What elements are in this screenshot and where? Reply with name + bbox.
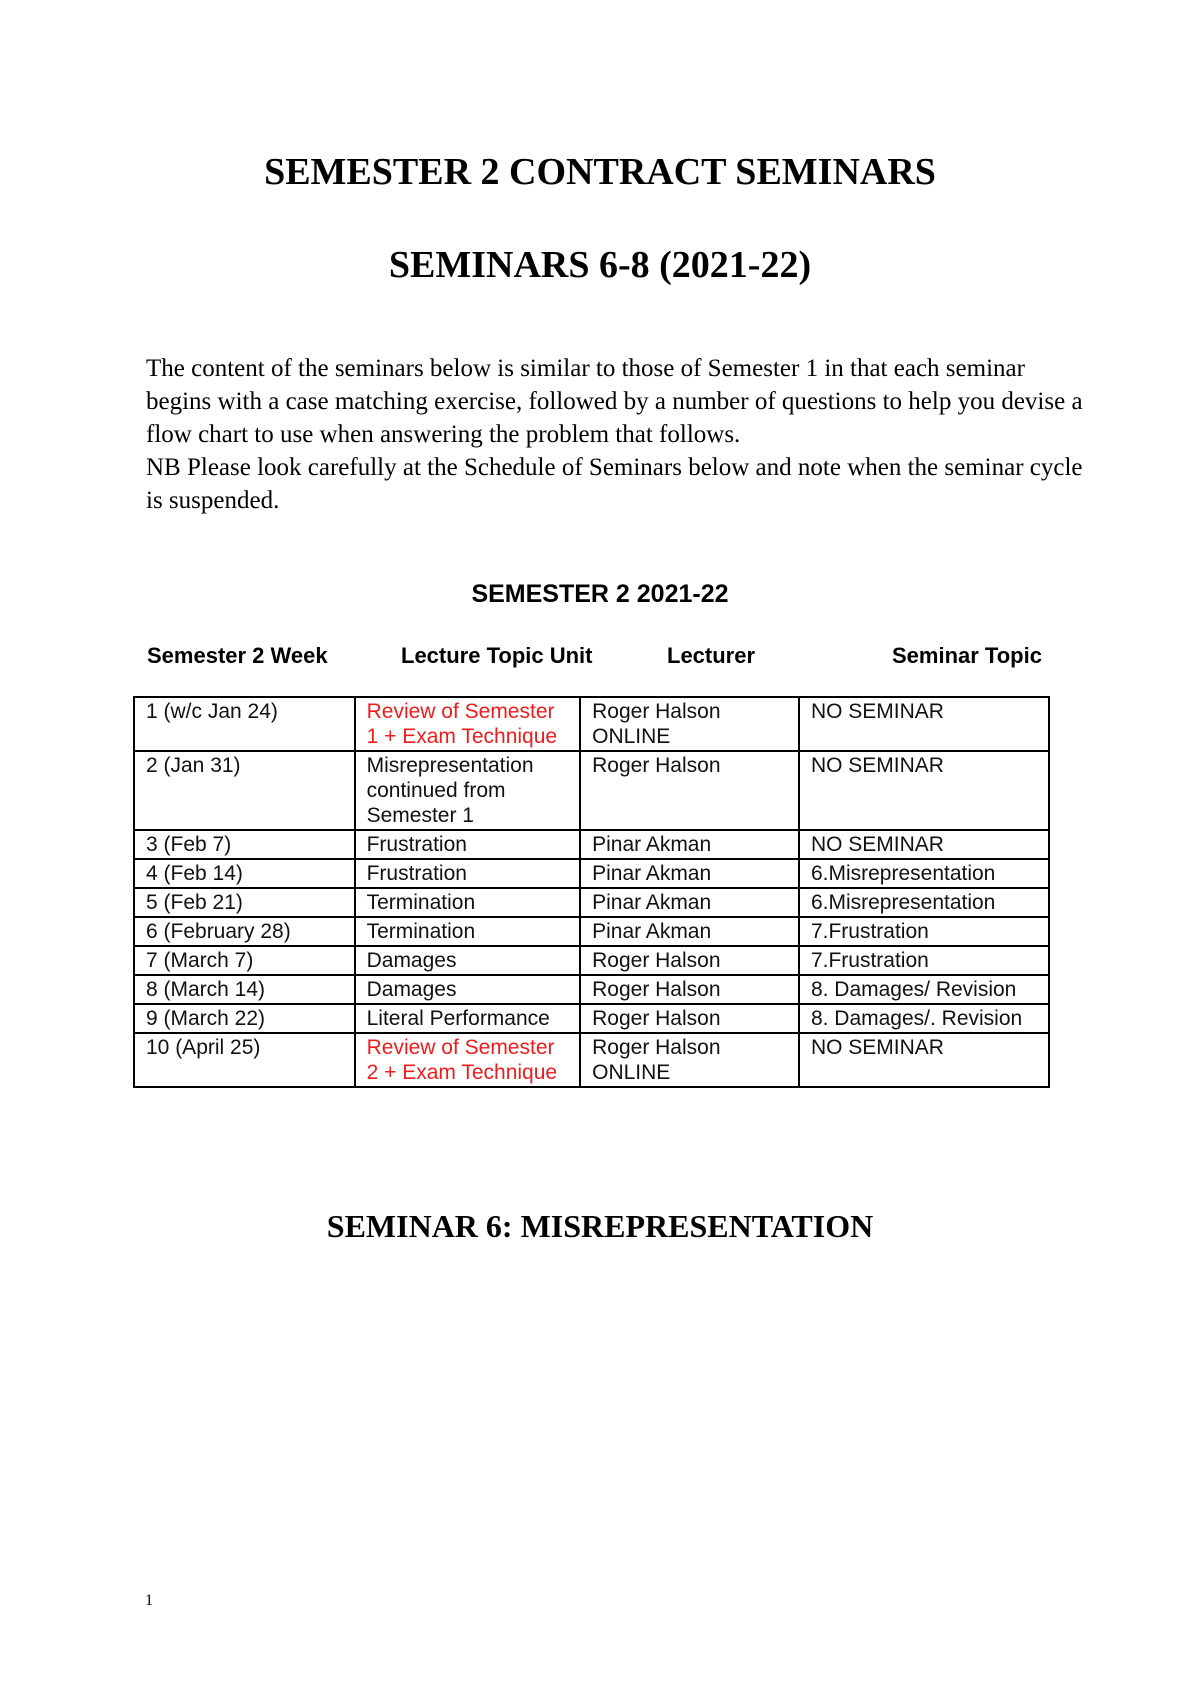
topic-cell: Review of Semester 1 + Exam Technique [355,697,581,751]
topic-cell: Damages [355,975,581,1004]
topic-cell: Misrepresentation continued from Semester 1 [355,751,581,830]
week-cell: 1 (w/c Jan 24) [134,697,355,751]
week-cell: 2 (Jan 31) [134,751,355,830]
seminar-cell: NO SEMINAR [799,830,1049,859]
week-cell: 10 (April 25) [134,1033,355,1087]
column-header-lecturer: Lecturer [667,643,756,668]
table-row [134,830,1049,859]
lecturer-cell: Roger Halson ONLINE [580,697,799,751]
schedule-table [133,696,1050,1088]
intro-text [146,352,1086,517]
lecturer-cell: Pinar Akman [580,888,799,917]
topic-cell: Review of Semester 2 + Exam Technique [355,1033,581,1087]
table-row [134,1033,1049,1087]
seminar-cell: NO SEMINAR [799,1033,1049,1087]
table-row [134,859,1049,888]
page-title: SEMESTER 2 CONTRACT SEMINARS [264,151,936,193]
week-cell: 6 (February 28) [134,917,355,946]
intro-paragraph: The content of the seminars below is similar to those of Semester 1 in that each seminar begins with a case matching exercise, followed by a number of questions to help you devise a flow chart to use when answering the problem that follows. [146,355,1083,448]
table-row [134,751,1049,830]
lecturer-cell: Roger Halson [580,975,799,1004]
week-cell: 7 (March 7) [134,946,355,975]
week-cell: 5 (Feb 21) [134,888,355,917]
page-number: 1 [145,1592,153,1609]
table-row [134,946,1049,975]
topic-cell: Frustration [355,830,581,859]
seminar-cell: NO SEMINAR [799,751,1049,830]
week-cell: 3 (Feb 7) [134,830,355,859]
section-heading: SEMINAR 6: MISREPRESENTATION [326,1208,874,1244]
seminar-cell: NO SEMINAR [799,697,1049,751]
nb-paragraph: NB Please look carefully at the Schedule of Seminars below and note when the seminar cycle is suspended. [146,454,1083,514]
seminar-cell: 7.Frustration [799,917,1049,946]
page-subtitle: SEMINARS 6-8 (2021-22) [388,244,812,286]
topic-cell: Damages [355,946,581,975]
week-cell: 9 (March 22) [134,1004,355,1033]
table-row [134,917,1049,946]
lecturer-cell: Pinar Akman [580,917,799,946]
topic-cell: Frustration [355,859,581,888]
seminar-cell: 6.Misrepresentation [799,859,1049,888]
seminar-cell: 8. Damages/. Revision [799,1004,1049,1033]
table-row [134,975,1049,1004]
column-header-topic: Lecture Topic Unit [401,643,593,668]
semester-heading: SEMESTER 2 2021-22 [471,580,729,608]
lecturer-cell: Roger Halson [580,751,799,830]
seminar-cell: 8. Damages/ Revision [799,975,1049,1004]
topic-cell: Termination [355,888,581,917]
week-cell: 4 (Feb 14) [134,859,355,888]
lecturer-cell: Roger Halson [580,1004,799,1033]
column-header-week: Semester 2 Week [147,643,328,668]
lecturer-cell: Pinar Akman [580,830,799,859]
topic-cell: Termination [355,917,581,946]
topic-cell: Literal Performance [355,1004,581,1033]
table-row [134,888,1049,917]
column-header-seminar: Seminar Topic [892,643,1042,668]
seminar-cell: 7.Frustration [799,946,1049,975]
table-row [134,1004,1049,1033]
week-cell: 8 (March 14) [134,975,355,1004]
lecturer-cell: Pinar Akman [580,859,799,888]
lecturer-cell: Roger Halson [580,946,799,975]
table-row [134,697,1049,751]
seminar-cell: 6.Misrepresentation [799,888,1049,917]
lecturer-cell: Roger Halson ONLINE [580,1033,799,1087]
